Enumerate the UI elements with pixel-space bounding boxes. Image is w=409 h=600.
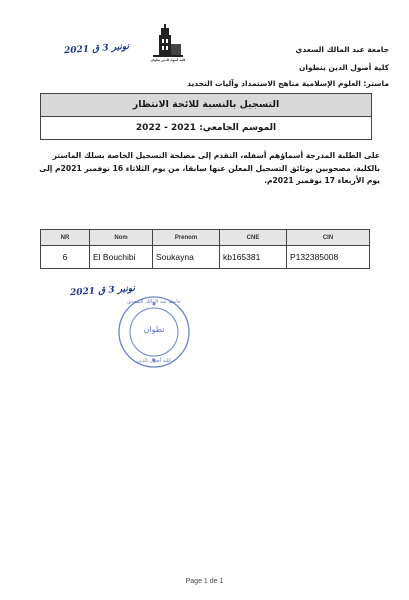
col-prenom: Prenom [153, 230, 220, 246]
stamp-center-text: تطوان [143, 325, 165, 334]
students-table [40, 229, 370, 269]
stamp-top-ring: جامعة عبد المالك السعدي [127, 299, 181, 305]
cell-nr: 6 [41, 246, 90, 269]
master-program: ماستر: العلوم الإسلامية مناهج الاستمداد وآليات التجديد [187, 79, 389, 88]
cell-nom: El Bouchibi [90, 246, 153, 269]
handwritten-date: 2021 نونبر 3 ق [63, 41, 130, 57]
cell-prenom: Soukayna [153, 246, 220, 269]
announcement-paragraph: على الطلبة المدرجة أسماؤهم أسفله، التقدم إلى مصلحة التسجيل الخاصة بسلك الماستر بالكلية، مصحوبين بوثائق التسجيل المعلن عنها سابقا، من يوم الثلاثاء 16 نوفمبر 2021م إلى يوم الأربعاء 17 نوفمبر 2021م. [39, 151, 380, 185]
logo-caption: كلية أصول الدين تطوان [150, 58, 186, 62]
cell-cin: P132385008 [287, 246, 370, 269]
document-title: التسجيل بالنسبة للائحة الانتظار [41, 94, 371, 117]
official-stamp [116, 294, 192, 370]
university-name: جامعة عبد المالك السعدي [295, 45, 389, 54]
title-box [40, 93, 372, 140]
col-cne: CNE [220, 230, 287, 246]
handwritten-date-stamp: 2021 نونبر 3 ق [69, 283, 136, 299]
table-header-row [41, 230, 370, 246]
faculty-name: كلية أصول الدين بتطوان [298, 63, 389, 72]
table-row [41, 246, 370, 269]
faculty-logo [151, 22, 185, 68]
col-cin: CIN [287, 230, 370, 246]
cell-cne: kb165381 [220, 246, 287, 269]
stamp-bottom-ring: كلية أصول الدين [137, 358, 171, 364]
page-footer: Page 1 de 1 [185, 578, 224, 585]
col-nom: Nom [90, 230, 153, 246]
col-nr: NR [41, 230, 90, 246]
academic-season: الموسم الجامعي: 2021 - 2022 [135, 123, 277, 133]
